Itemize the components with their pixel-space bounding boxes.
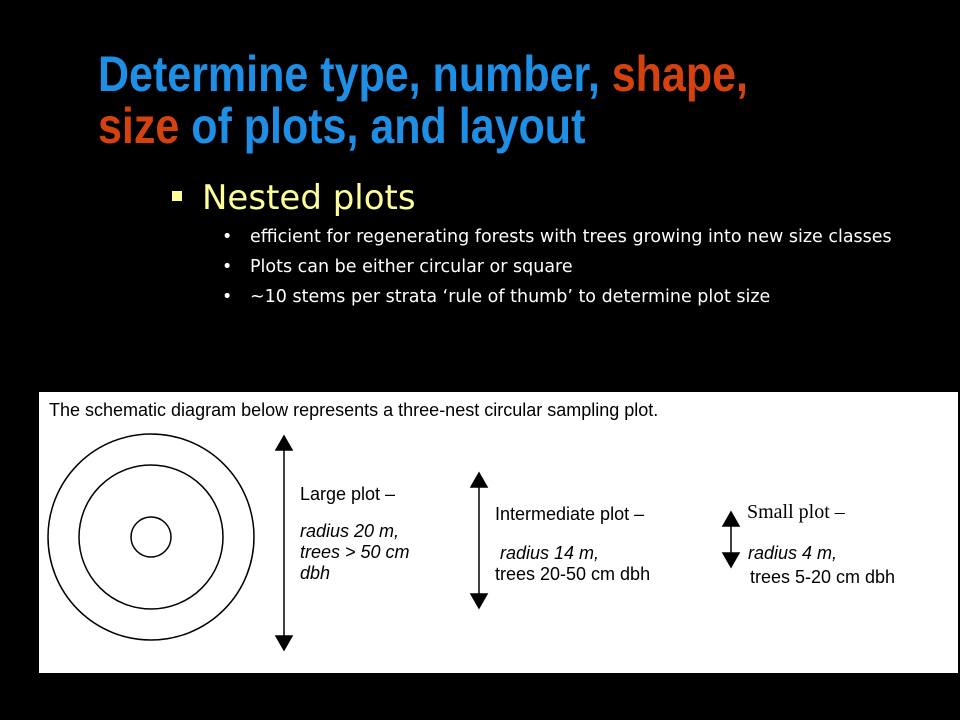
- large-plot-dbh: dbh: [300, 563, 331, 583]
- arrow-up-icon: [723, 512, 739, 526]
- intermediate-plot-circle: [79, 465, 223, 609]
- bullet-item: [222, 287, 952, 307]
- large-plot-radius: radius 20 m,: [300, 521, 400, 541]
- large-plot-trees: trees > 50 cm: [300, 542, 410, 562]
- arrow-up-icon: [471, 473, 487, 487]
- bullet-dot-icon: •: [222, 287, 233, 307]
- arrow-down-icon: [723, 553, 739, 567]
- arrow-up-icon: [276, 436, 292, 450]
- nested-plot-diagram: [39, 392, 958, 673]
- bullet-dot-icon: •: [222, 257, 233, 277]
- title-part-2: shape,: [611, 46, 748, 102]
- small-plot-title: Small plot –: [747, 501, 845, 523]
- title-part-1: Determine type, number,: [98, 46, 612, 102]
- arrow-down-icon: [471, 594, 487, 608]
- bullet-text: ~10 stems per strata ‘rule of thumb’ to determine plot size: [250, 287, 771, 307]
- subtitle-text: Nested plots: [202, 178, 416, 218]
- diagram-caption: The schematic diagram below represents a three-nest circular sampling plot.: [49, 400, 659, 420]
- small-plot-radius: radius 4 m,: [748, 543, 838, 563]
- subtitle: [172, 178, 416, 218]
- intermediate-plot-trees: trees 20-50 cm dbh: [495, 564, 651, 584]
- intermediate-plot-title: Intermediate plot –: [495, 504, 645, 524]
- title-part-3: size: [98, 98, 180, 154]
- slide-title: [98, 48, 820, 152]
- bullet-item: [222, 227, 952, 247]
- small-plot-circle: [131, 517, 171, 557]
- bullet-dot-icon: •: [222, 227, 233, 247]
- title-part-4: of plots, and layout: [179, 98, 586, 154]
- square-bullet-icon: [172, 191, 182, 201]
- bullet-item: [222, 257, 952, 277]
- small-plot-trees: trees 5-20 cm dbh: [750, 567, 896, 587]
- intermediate-plot-radius: radius 14 m,: [500, 543, 600, 563]
- large-plot-title: Large plot –: [300, 484, 396, 504]
- bullet-text: efficient for regenerating forests with trees growing into new size classes: [250, 227, 892, 247]
- diagram-panel: [39, 392, 958, 673]
- arrow-down-icon: [276, 636, 292, 650]
- bullet-list: [222, 227, 952, 317]
- bullet-text: Plots can be either circular or square: [250, 257, 573, 277]
